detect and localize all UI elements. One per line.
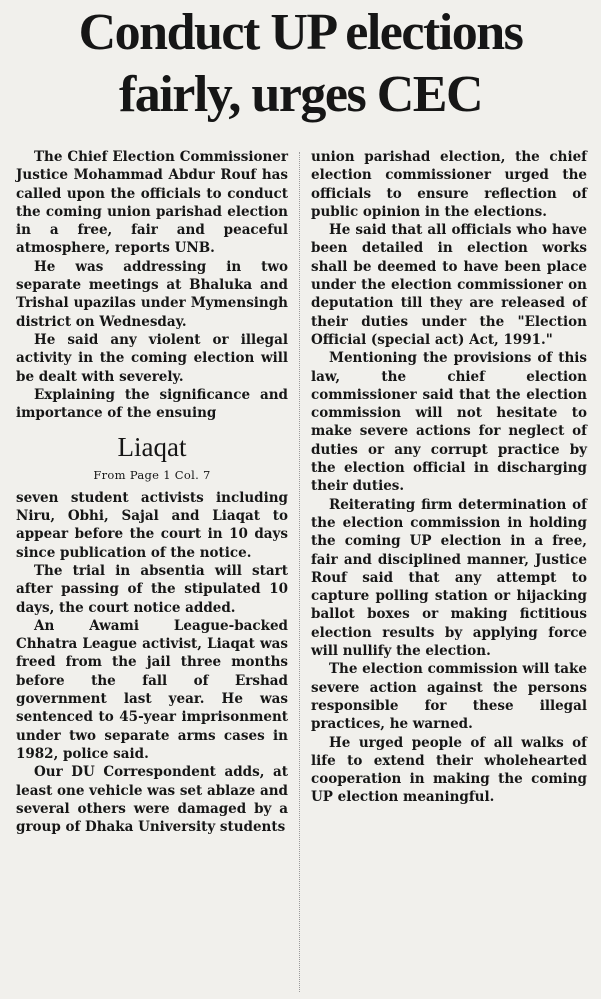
headline-line-2: fairly, urges CEC	[118, 66, 483, 123]
article-paragraph: The election commission will take severe action against the persons responsible for these illegal practices, he warned.	[311, 661, 587, 733]
article-paragraph: He said that all officials who have been detailed in election works shall be deemed to have been place under the election commissioner on deputation till they are released of their duties under the "Election Official (special act) Act, 1991."	[311, 222, 587, 348]
article-paragraph: The Chief Election Commissioner Justice Mohammad Abdur Rouf has called upon the officials to conduct the coming union parishad election in a free, fair and peaceful atmosphere, reports UNB.	[16, 149, 288, 257]
headline-line-1: Conduct UP elections	[78, 4, 523, 61]
article-paragraph: union parishad election, the chief election commissioner urged the officials to ensure reflection of public opinion in the elections.	[311, 149, 587, 220]
article-paragraph: He said any violent or illegal activity in the coming election will be dealt with severely.	[16, 331, 288, 385]
article-paragraph: He urged people of all walks of life to extend their wholehearted cooperation in making the coming UP election meaningful.	[311, 734, 587, 806]
continued-from-label: From Page 1 Col. 7	[93, 468, 211, 483]
right-column	[311, 148, 587, 807]
article-paragraph: He was addressing in two separate meetings at Bhaluka and Trishal upazilas under Mymensingh district on Wednesday.	[16, 258, 288, 330]
jump-story-title: Liaqat	[117, 432, 187, 463]
jump-paragraph: The trial in absentia will start after passing of the stipulated 10 days, the court notice added.	[16, 562, 288, 616]
article-paragraph: Mentioning the provisions of this law, the chief election commissioner said that the election commission will not hesitate to make severe actions for neglect of duties or any corrupt practice by the election official in discharging their duties.	[311, 350, 587, 495]
jump-paragraph: seven student activists including Niru, Obhi, Sajal and Liaqat to appear before the court in 10 days since publication of the notice.	[16, 489, 288, 561]
article-paragraph: Reiterating firm determination of the election commission in holding the coming UP election in a free, fair and disciplined manner, Justice Rouf said that any attempt to capture polling station or hijacking ballot boxes or making fictitious election results by applying force will nullify the election.	[311, 496, 587, 660]
jump-paragraph: Our DU Correspondent adds, at least one vehicle was set ablaze and several others were damaged by a group of Dhaka University students	[16, 764, 288, 836]
left-column	[16, 148, 288, 836]
headline	[0, 2, 601, 126]
jump-paragraph: An Awami League-backed Chhatra League activist, Liaqat was freed from the jail three months before the fall of Ershad government last year. He was sentenced to 45-year imprisonment under two separate arms cases in 1982, police said.	[16, 617, 288, 762]
article-paragraph: Explaining the significance and importance of the ensuing	[16, 386, 288, 422]
column-divider	[299, 152, 300, 992]
jump-story	[16, 432, 288, 836]
